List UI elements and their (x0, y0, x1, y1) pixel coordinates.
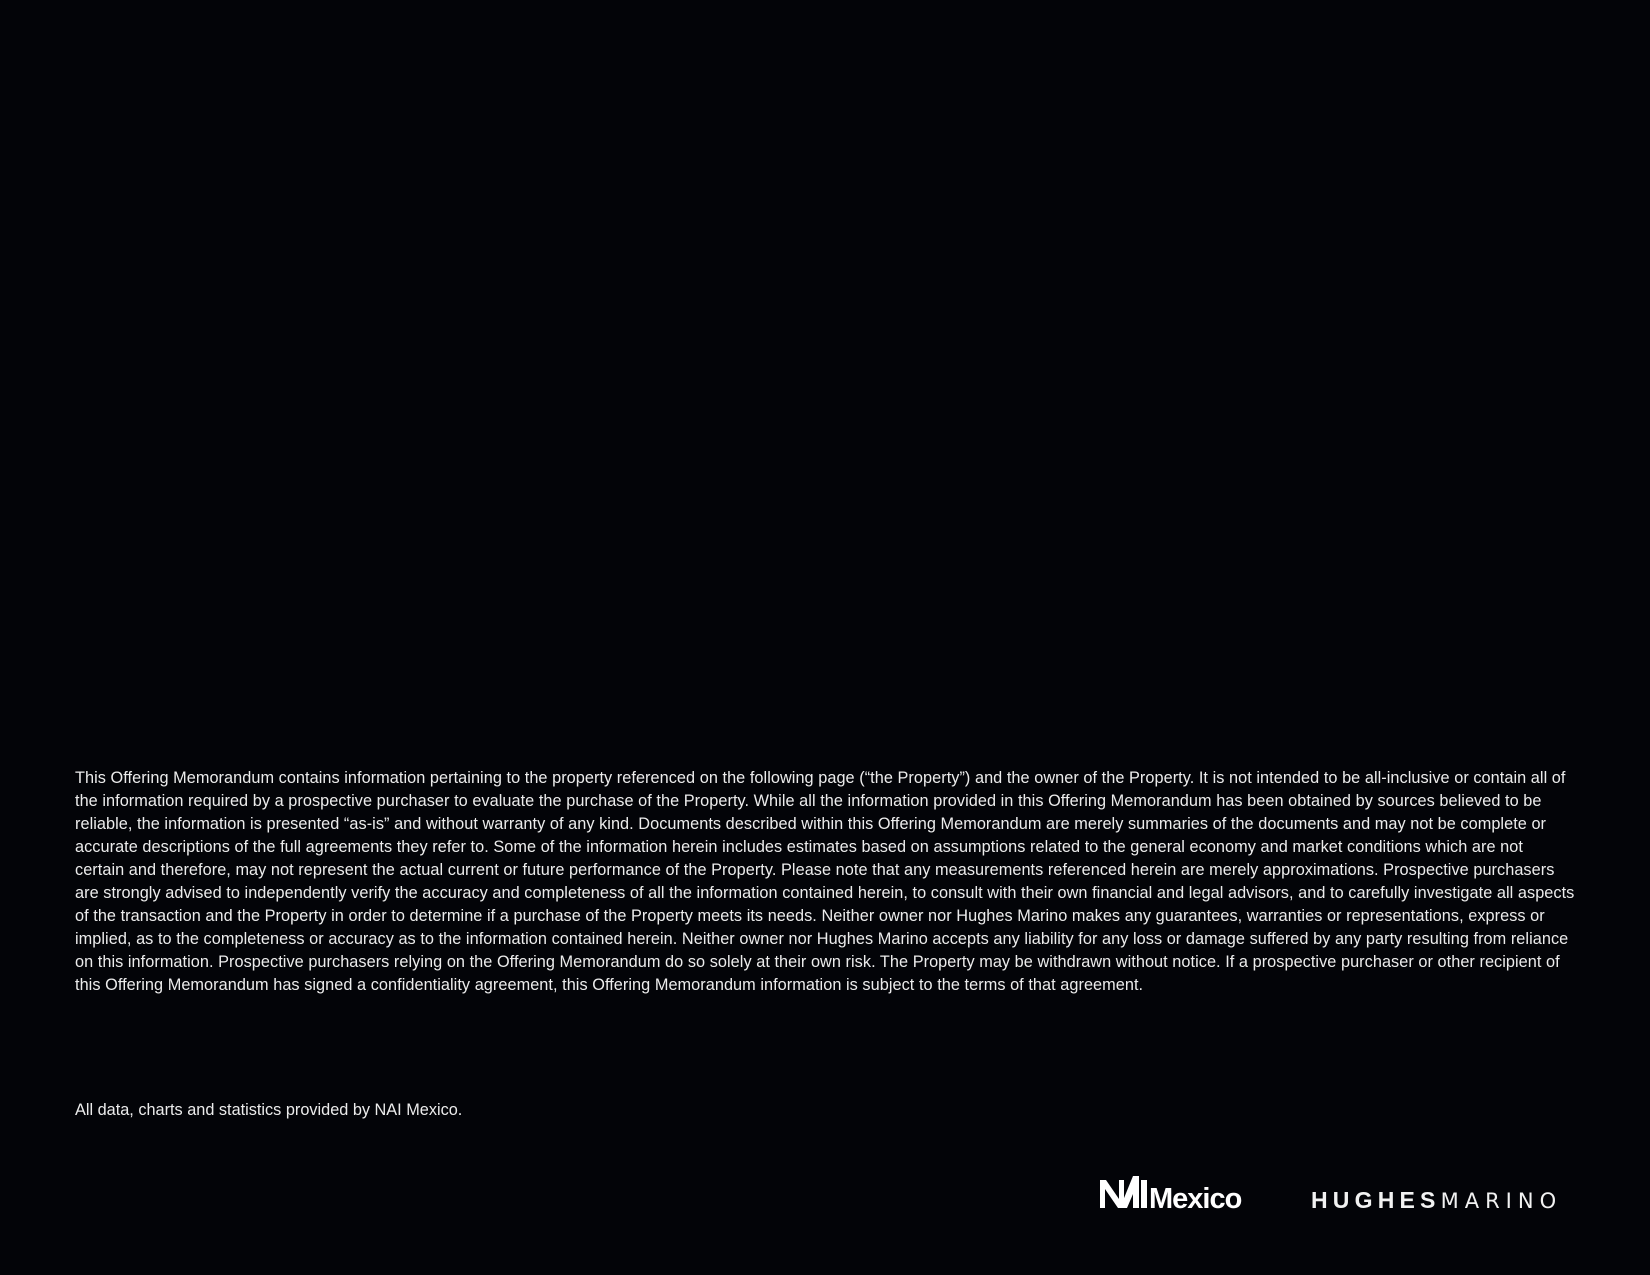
data-credit-text: All data, charts and statistics provided by NAI Mexico. (75, 1101, 463, 1119)
hughes-marino-logo-first: HUGHES (1311, 1187, 1441, 1213)
hughes-marino-logo-second: MARINO (1440, 1189, 1563, 1213)
nai-mexico-logo (1100, 1172, 1265, 1212)
hughes-marino-logo (1311, 1187, 1562, 1213)
nai-logo-suffix: Mexico (1149, 1183, 1242, 1212)
disclaimer-text: This Offering Memorandum contains information pertaining to the property referenced on the following page (“the Property”) and the owner of the Property. It is not intended to be all-inclusive or contain all of the information required by a prospective purchaser to evaluate the purchase of the Property. While all the information provided in this Offering Memorandum has been obtained by sources believed to be reliable, the information is presented “as-is” and without warranty of any kind. Documents described within this Offering Memorandum are merely summaries of the documents and may not be complete or accurate descriptions of the full agreements they refer to. Some of the information herein includes estimates based on assumptions related to the general economy and market conditions which are not certain and therefore, may not represent the actual current or future performance of the Property. Please note that any measurements referenced herein are merely approximations. Prospective purchasers are strongly advised to independently verify the accuracy and completeness of all the information contained herein, to consult with their own financial and legal advisors, and to carefully investigate all aspects of the transaction and the Property in order to determine if a purchase of the Property meets its needs. Neither owner nor Hughes Marino makes any guarantees, warranties or representations, express or implied, as to the completeness or accuracy as to the information contained herein. Neither owner nor Hughes Marino accepts any liability for any loss or damage suffered by any party resulting from reliance on this information. Prospective purchasers relying on the Offering Memorandum do so solely at their own risk. The Property may be withdrawn without notice. If a prospective purchaser or other recipient of this Offering Memorandum has signed a confidentiality agreement, this Offering Memorandum information is subject to the terms of that agreement. (75, 769, 1575, 994)
